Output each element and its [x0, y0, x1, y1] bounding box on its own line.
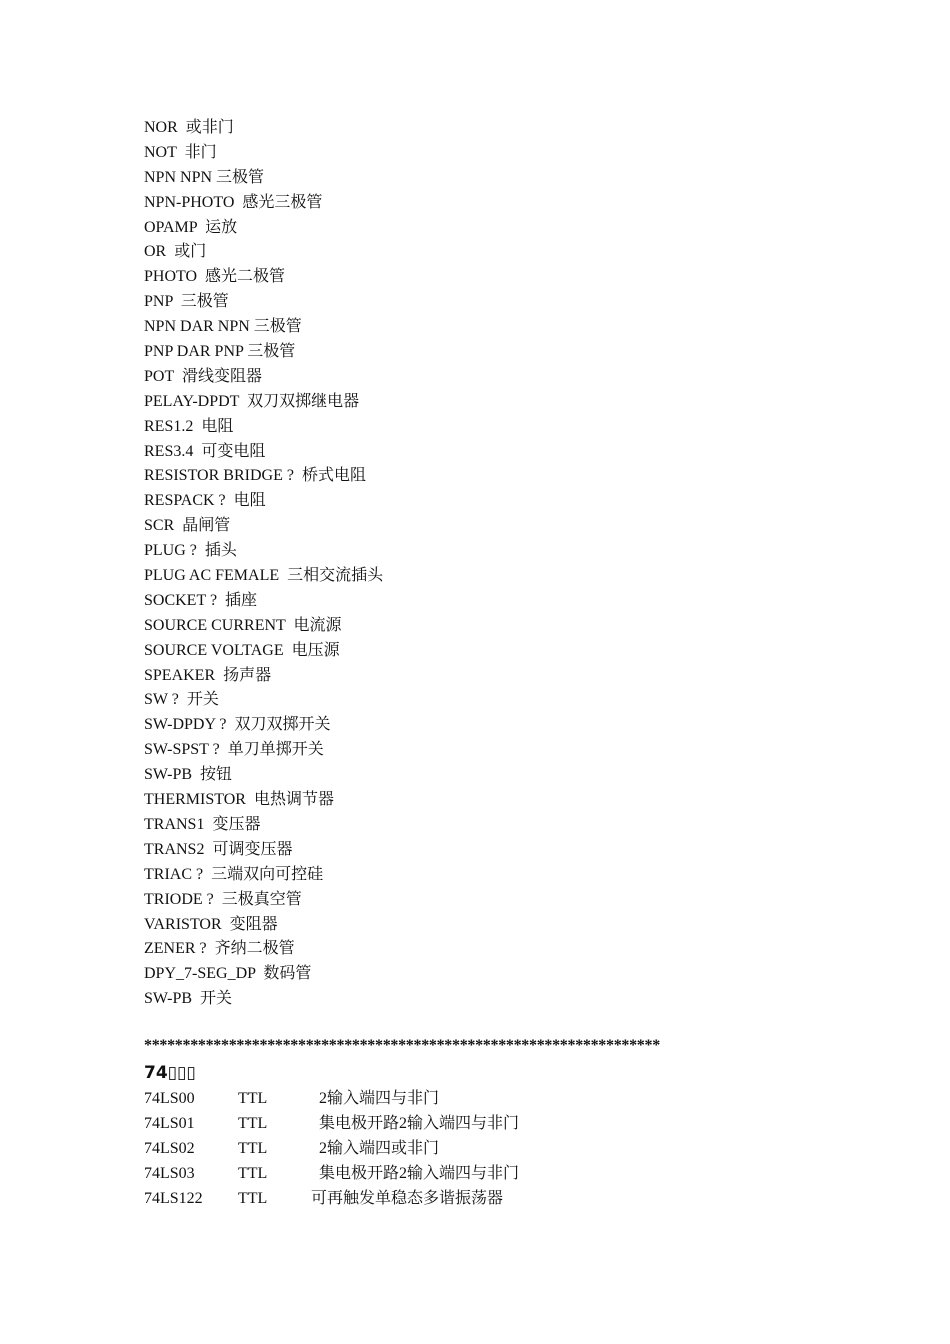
- component-item: SW-DPDY ? 双刀双掷开关: [144, 716, 331, 734]
- section-heading: 74▯▯▯: [144, 1063, 196, 1083]
- component-item: NPN DAR NPN 三极管: [144, 318, 302, 336]
- component-item: RES3.4 可变电阻: [144, 442, 266, 460]
- component-item: PNP DAR PNP 三极管: [144, 343, 296, 361]
- chip-description: 可再触发单稳态多谐振荡器: [311, 1189, 504, 1207]
- component-item: TRIODE ? 三极真空管: [144, 890, 302, 908]
- component-item: NPN NPN 三极管: [144, 168, 265, 186]
- table-row: [144, 1187, 744, 1212]
- logic-family: TTL: [238, 1189, 268, 1207]
- component-item: SOURCE VOLTAGE 电压源: [144, 641, 340, 659]
- part-number: 74LS01: [144, 1114, 195, 1132]
- component-item: TRIAC ? 三端双向可控硅: [144, 865, 324, 883]
- chip-description: 2输入端四或非门: [319, 1139, 440, 1157]
- component-item: PLUG AC FEMALE 三相交流插头: [144, 567, 384, 585]
- component-item: SPEAKER 扬声器: [144, 666, 272, 684]
- part-number: 74LS122: [144, 1189, 203, 1207]
- logic-family: TTL: [238, 1090, 268, 1107]
- component-item: NPN-PHOTO 感光三极管: [144, 193, 323, 211]
- component-item: NOT 非门: [144, 143, 217, 161]
- component-list: [144, 116, 383, 1012]
- component-item: SOURCE CURRENT 电流源: [144, 616, 342, 634]
- part-number: 74LS03: [144, 1164, 195, 1182]
- part-number: 74LS02: [144, 1139, 195, 1157]
- chip-description: 2输入端四与非门: [319, 1090, 440, 1107]
- table-row: [144, 1087, 744, 1112]
- component-item: SOCKET ? 插座: [144, 591, 258, 609]
- component-item: SW-SPST ? 单刀单掷开关: [144, 741, 324, 759]
- component-item: TRANS2 可调变压器: [144, 840, 293, 858]
- separator-line: *******************************************************************: [144, 1037, 660, 1054]
- part-number: 74LS00: [144, 1090, 195, 1107]
- component-item: RESISTOR BRIDGE ? 桥式电阻: [144, 467, 366, 485]
- component-item: ZENER ? 齐纳二极管: [144, 940, 295, 958]
- component-item: POT 滑线变阻器: [144, 367, 262, 385]
- component-item: PNP 三极管: [144, 293, 229, 311]
- logic-family: TTL: [238, 1164, 268, 1182]
- chip-table: [144, 1087, 744, 1211]
- component-item: NOR 或非门: [144, 119, 234, 136]
- logic-family: TTL: [238, 1139, 268, 1157]
- chip-description: 集电极开路2输入端四与非门: [319, 1114, 520, 1132]
- component-item: TRANS1 变压器: [144, 815, 261, 833]
- component-item: OPAMP 运放: [144, 218, 238, 236]
- component-item: SW-PB 开关: [144, 990, 233, 1008]
- logic-family: TTL: [238, 1114, 268, 1132]
- table-row: [144, 1112, 744, 1137]
- component-item: PLUG ? 插头: [144, 542, 237, 560]
- component-item: DPY_7-SEG_DP 数码管: [144, 965, 312, 983]
- component-item: VARISTOR 变阻器: [144, 915, 278, 933]
- table-row: [144, 1162, 744, 1187]
- component-item: THERMISTOR 电热调节器: [144, 791, 334, 809]
- component-item: PELAY-DPDT 双刀双掷继电器: [144, 392, 360, 410]
- component-item: PHOTO 感光二极管: [144, 268, 286, 286]
- component-item: RESPACK ? 电阻: [144, 492, 266, 510]
- component-item: RES1.2 电阻: [144, 417, 234, 435]
- component-item: SW-PB 按钮: [144, 766, 233, 784]
- component-item: SW ? 开关: [144, 691, 219, 709]
- table-row: [144, 1137, 744, 1162]
- component-item: OR 或门: [144, 243, 207, 261]
- component-item: SCR 晶闸管: [144, 517, 231, 535]
- chip-description: 集电极开路2输入端四与非门: [319, 1164, 520, 1182]
